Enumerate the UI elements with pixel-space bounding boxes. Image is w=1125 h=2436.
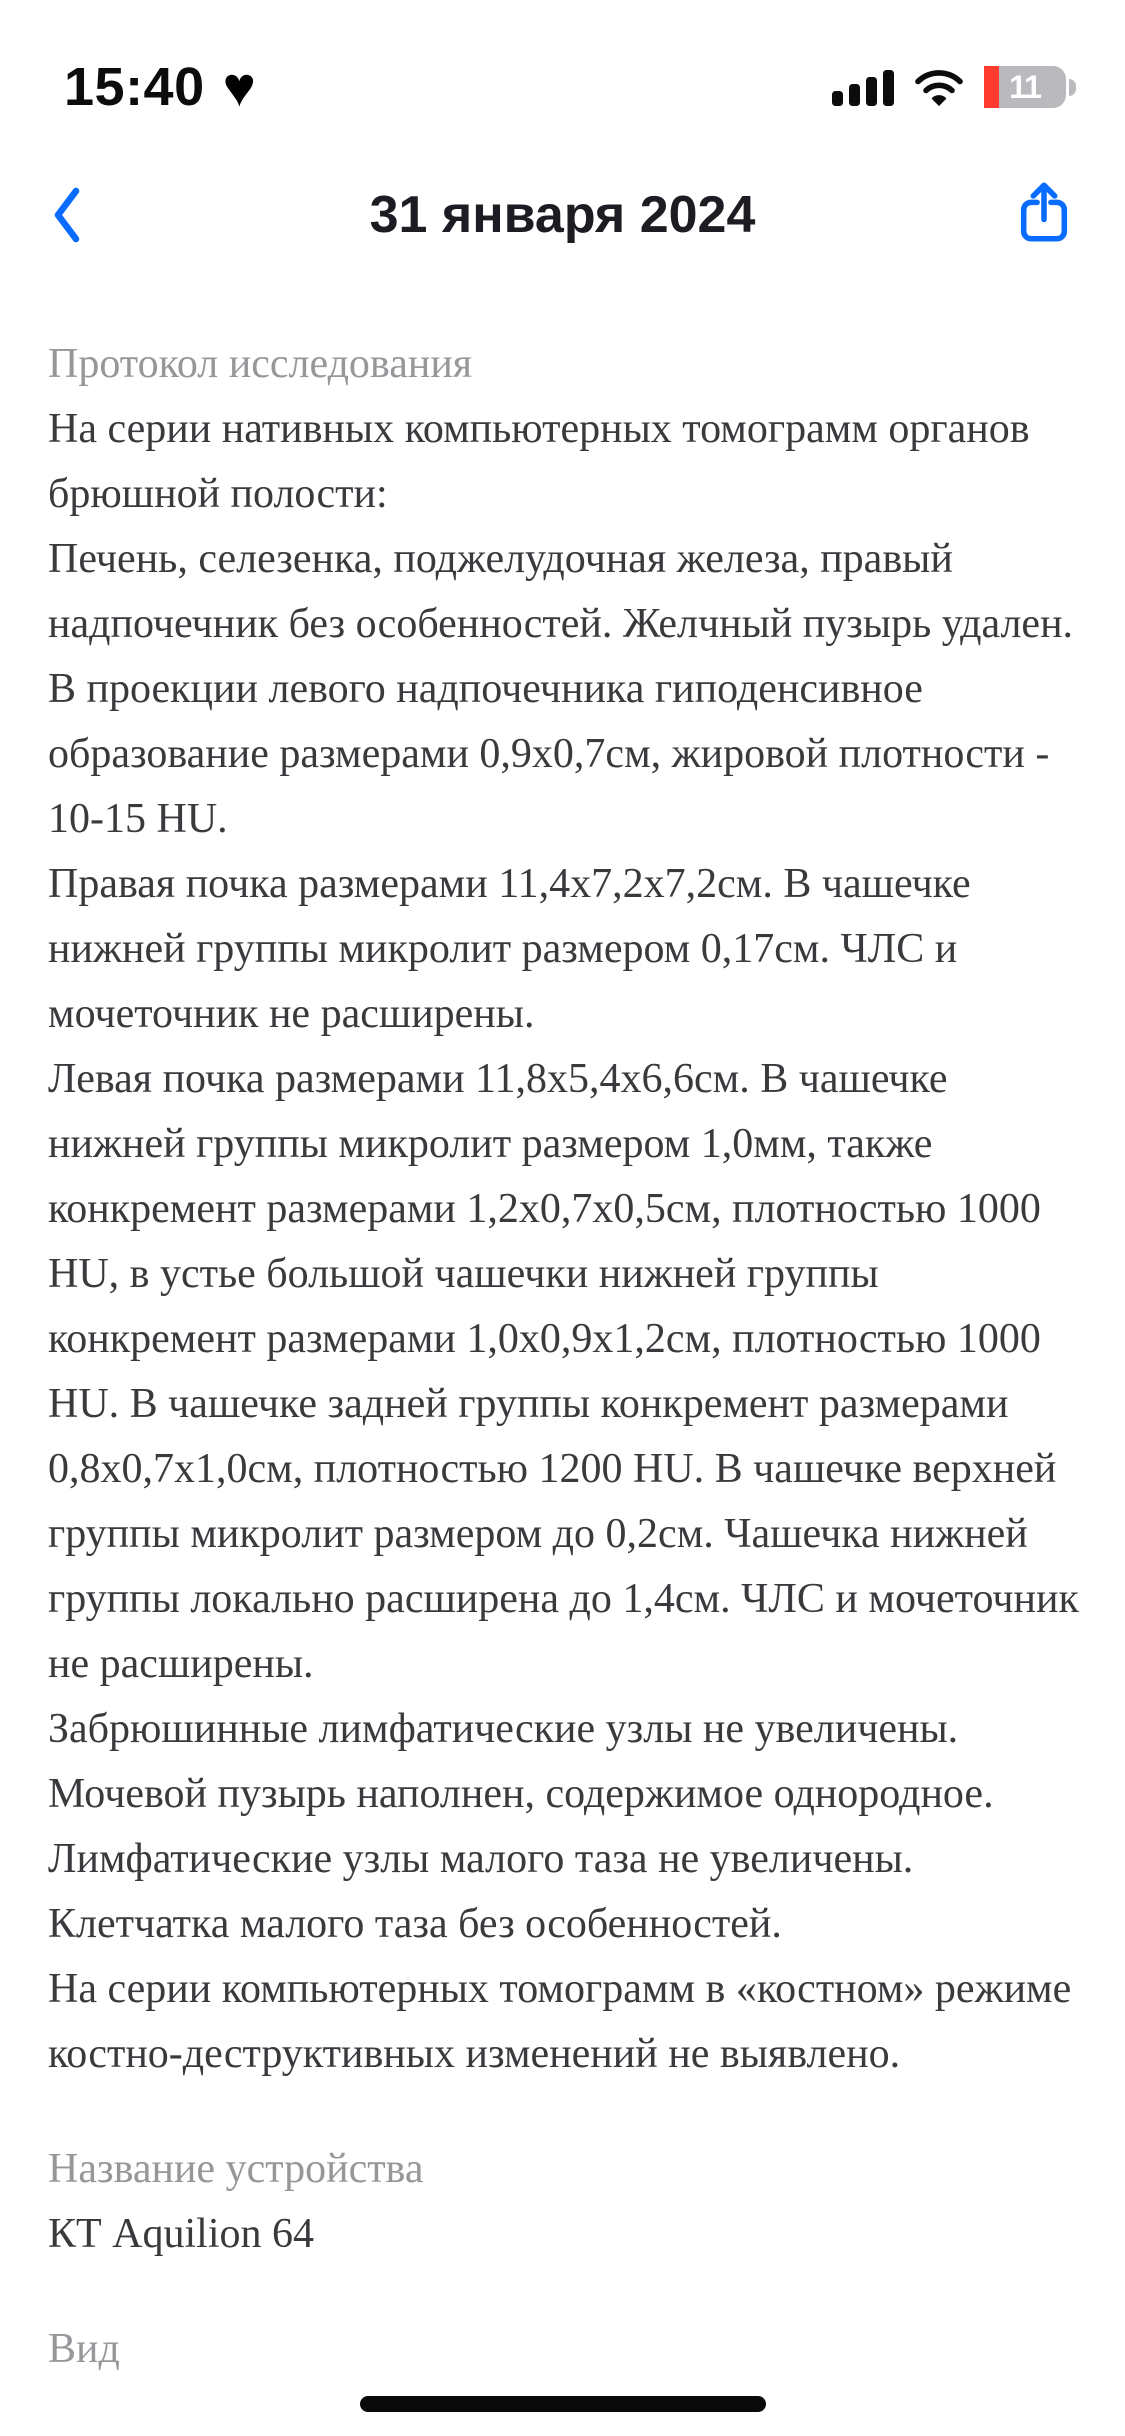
document-field [48,2317,1081,2382]
field-paragraph: Мочевой пузырь наполнен, содержимое однородное. [48,1771,994,1817]
share-button[interactable] [1020,181,1068,243]
field-paragraph: На серии нативных компьютерных томограмм органов брюшной полости: [48,406,1030,517]
document-fields [48,332,1081,2382]
wifi-icon [914,68,964,106]
home-indicator[interactable] [360,2396,766,2412]
clock: 15:40 [64,57,205,117]
document-field [48,332,1081,2087]
field-label: Протокол исследования [48,341,473,387]
field-paragraph: Лимфатические узлы малого таза не увеличены. Клетчатка малого таза без особенностей. [48,1836,914,1947]
battery-cap [1069,79,1076,96]
heart-icon: ♥ [222,55,256,118]
nav-bar [0,160,1125,270]
field-paragraph: Левая почка размерами 11,8х5,4х6,6см. В чашечке нижней группы микролит размером 1,0мм, также конкремент размерами 1,2х0,7х0,5см, плотностью 1000 HU, в устье большой чашечки нижней группы конкремент размерами 1,0х0,9х1,2см, плотностью 1000 HU. В чашечке задней группы конкремент размерами 0,8х0,7х1,0см, плотностью 1200 HU. В чашечке верхней группы микролит размером до 0,2см. Чашечка нижней группы локально расширена до 1,4см. ЧЛС и мочеточник не расширены. [48,1056,1079,1687]
back-chevron-icon [53,186,81,244]
field-paragraph: На серии компьютерных томограмм в «костном» режиме костно-деструктивных изменений не выявлено. [48,1966,1072,2077]
page-title: 31 января 2024 [369,186,756,244]
document-scroll-area[interactable] [48,332,1081,2372]
field-paragraph: Печень, селезенка, поджелудочная железа, правый надпочечник без особенностей. Желчный пузырь удален. В проекции левого надпочечника гиподенсивное образование размерами 0,9х0,7см, жировой плотности - 10-15 HU. [48,536,1074,842]
document-field [48,2137,1081,2267]
field-paragraph: Забрюшинные лимфатические узлы не увеличены. [48,1706,959,1752]
field-label: Вид [48,2326,120,2372]
battery-icon [984,66,1076,108]
battery-percent: 11 [1009,68,1041,105]
back-button[interactable] [52,186,82,246]
share-icon [1020,181,1068,243]
field-paragraph: КТ Aquilion 64 [48,2211,315,2257]
status-bar [0,50,1125,124]
cellular-signal-icon [832,68,894,106]
field-paragraph: Правая почка размерами 11,4х7,2х7,2см. В чашечке нижней группы микролит размером 0,17см. ЧЛС и мочеточник не расширены. [48,861,971,1037]
field-label: Название устройства [48,2146,424,2192]
